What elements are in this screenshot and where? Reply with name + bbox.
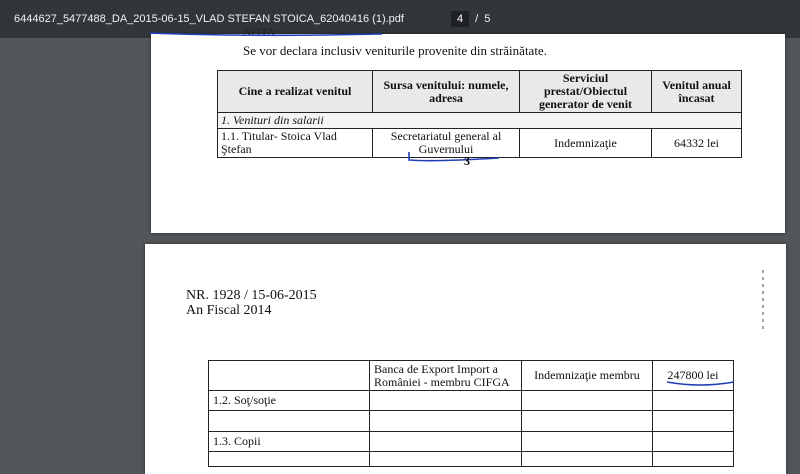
section-salaries: 1. Venituri din salarii xyxy=(218,113,742,129)
cell-empty xyxy=(522,391,653,411)
income-table xyxy=(217,70,742,158)
table-row xyxy=(209,391,734,411)
income-table-continued xyxy=(208,360,734,467)
handwritten-underline-mark xyxy=(148,31,384,37)
cell-service: Indemnizaţie membru xyxy=(522,361,653,391)
cell-income: 64332 lei xyxy=(652,129,742,158)
page-separator: / xyxy=(475,13,479,25)
header-income: Venitul anual încasat xyxy=(652,71,742,113)
cell-empty xyxy=(370,452,522,467)
cell-empty xyxy=(370,432,522,452)
handwritten-underline-mark xyxy=(664,377,736,391)
cell-income: 247800 lei xyxy=(653,361,734,391)
cell-empty xyxy=(209,452,370,467)
page-number: 3 xyxy=(464,154,470,168)
table-row xyxy=(209,432,734,452)
cell-empty xyxy=(370,391,522,411)
scan-edge-mark xyxy=(758,270,768,330)
table-header-row xyxy=(218,71,742,113)
cell-empty xyxy=(209,411,370,432)
cut-heading: NOTA: xyxy=(243,25,279,39)
cell-empty xyxy=(653,411,734,432)
cell-children-label: 1.3. Copii xyxy=(209,432,370,452)
cell-empty xyxy=(653,432,734,452)
cell-empty xyxy=(370,411,522,432)
header-service: Serviciul prestat/Obiectul generator de venit xyxy=(520,71,652,113)
cell-who: 1.1. Titular- Stoica Vlad Ştefan xyxy=(218,129,373,158)
pdf-toolbar xyxy=(0,0,800,38)
cell-empty xyxy=(522,411,653,432)
header-source: Sursa venitului: numele, adresa xyxy=(373,71,520,113)
table-row xyxy=(209,411,734,432)
cell-empty xyxy=(522,432,653,452)
header-who: Cine a realizat venitul xyxy=(218,71,373,113)
pdf-page-3 xyxy=(151,25,785,233)
document-title: 6444627_5477488_DA_2015-06-15_VLAD STEFAN STOICA_62040416 (1).pdf xyxy=(14,13,404,25)
cell-empty xyxy=(653,391,734,411)
fiscal-year: An Fiscal 2014 xyxy=(186,303,272,318)
total-pages: 5 xyxy=(484,13,491,25)
page-indicator xyxy=(451,11,490,27)
cell-service: Indemnizaţie xyxy=(520,129,652,158)
declaration-note: Se vor declara inclusiv veniturile provenite din străinătate. xyxy=(243,43,547,58)
cell-source: Banca de Export Import a României - membru CIFGA xyxy=(370,361,522,391)
cell-who xyxy=(209,361,370,391)
registration-number: NR. 1928 / 15-06-2015 xyxy=(186,288,317,303)
cell-empty xyxy=(522,452,653,467)
handwritten-underline-mark xyxy=(403,146,503,171)
current-page-input[interactable]: 4 xyxy=(451,11,469,27)
cell-source: Secretariatul general al Guvernului xyxy=(373,129,520,158)
table-row xyxy=(209,452,734,467)
table-row xyxy=(209,361,734,391)
cell-empty xyxy=(653,452,734,467)
cell-spouse-label: 1.2. Soţ/soţie xyxy=(209,391,370,411)
pdf-page-4 xyxy=(145,244,786,474)
table-section-row xyxy=(218,113,742,129)
